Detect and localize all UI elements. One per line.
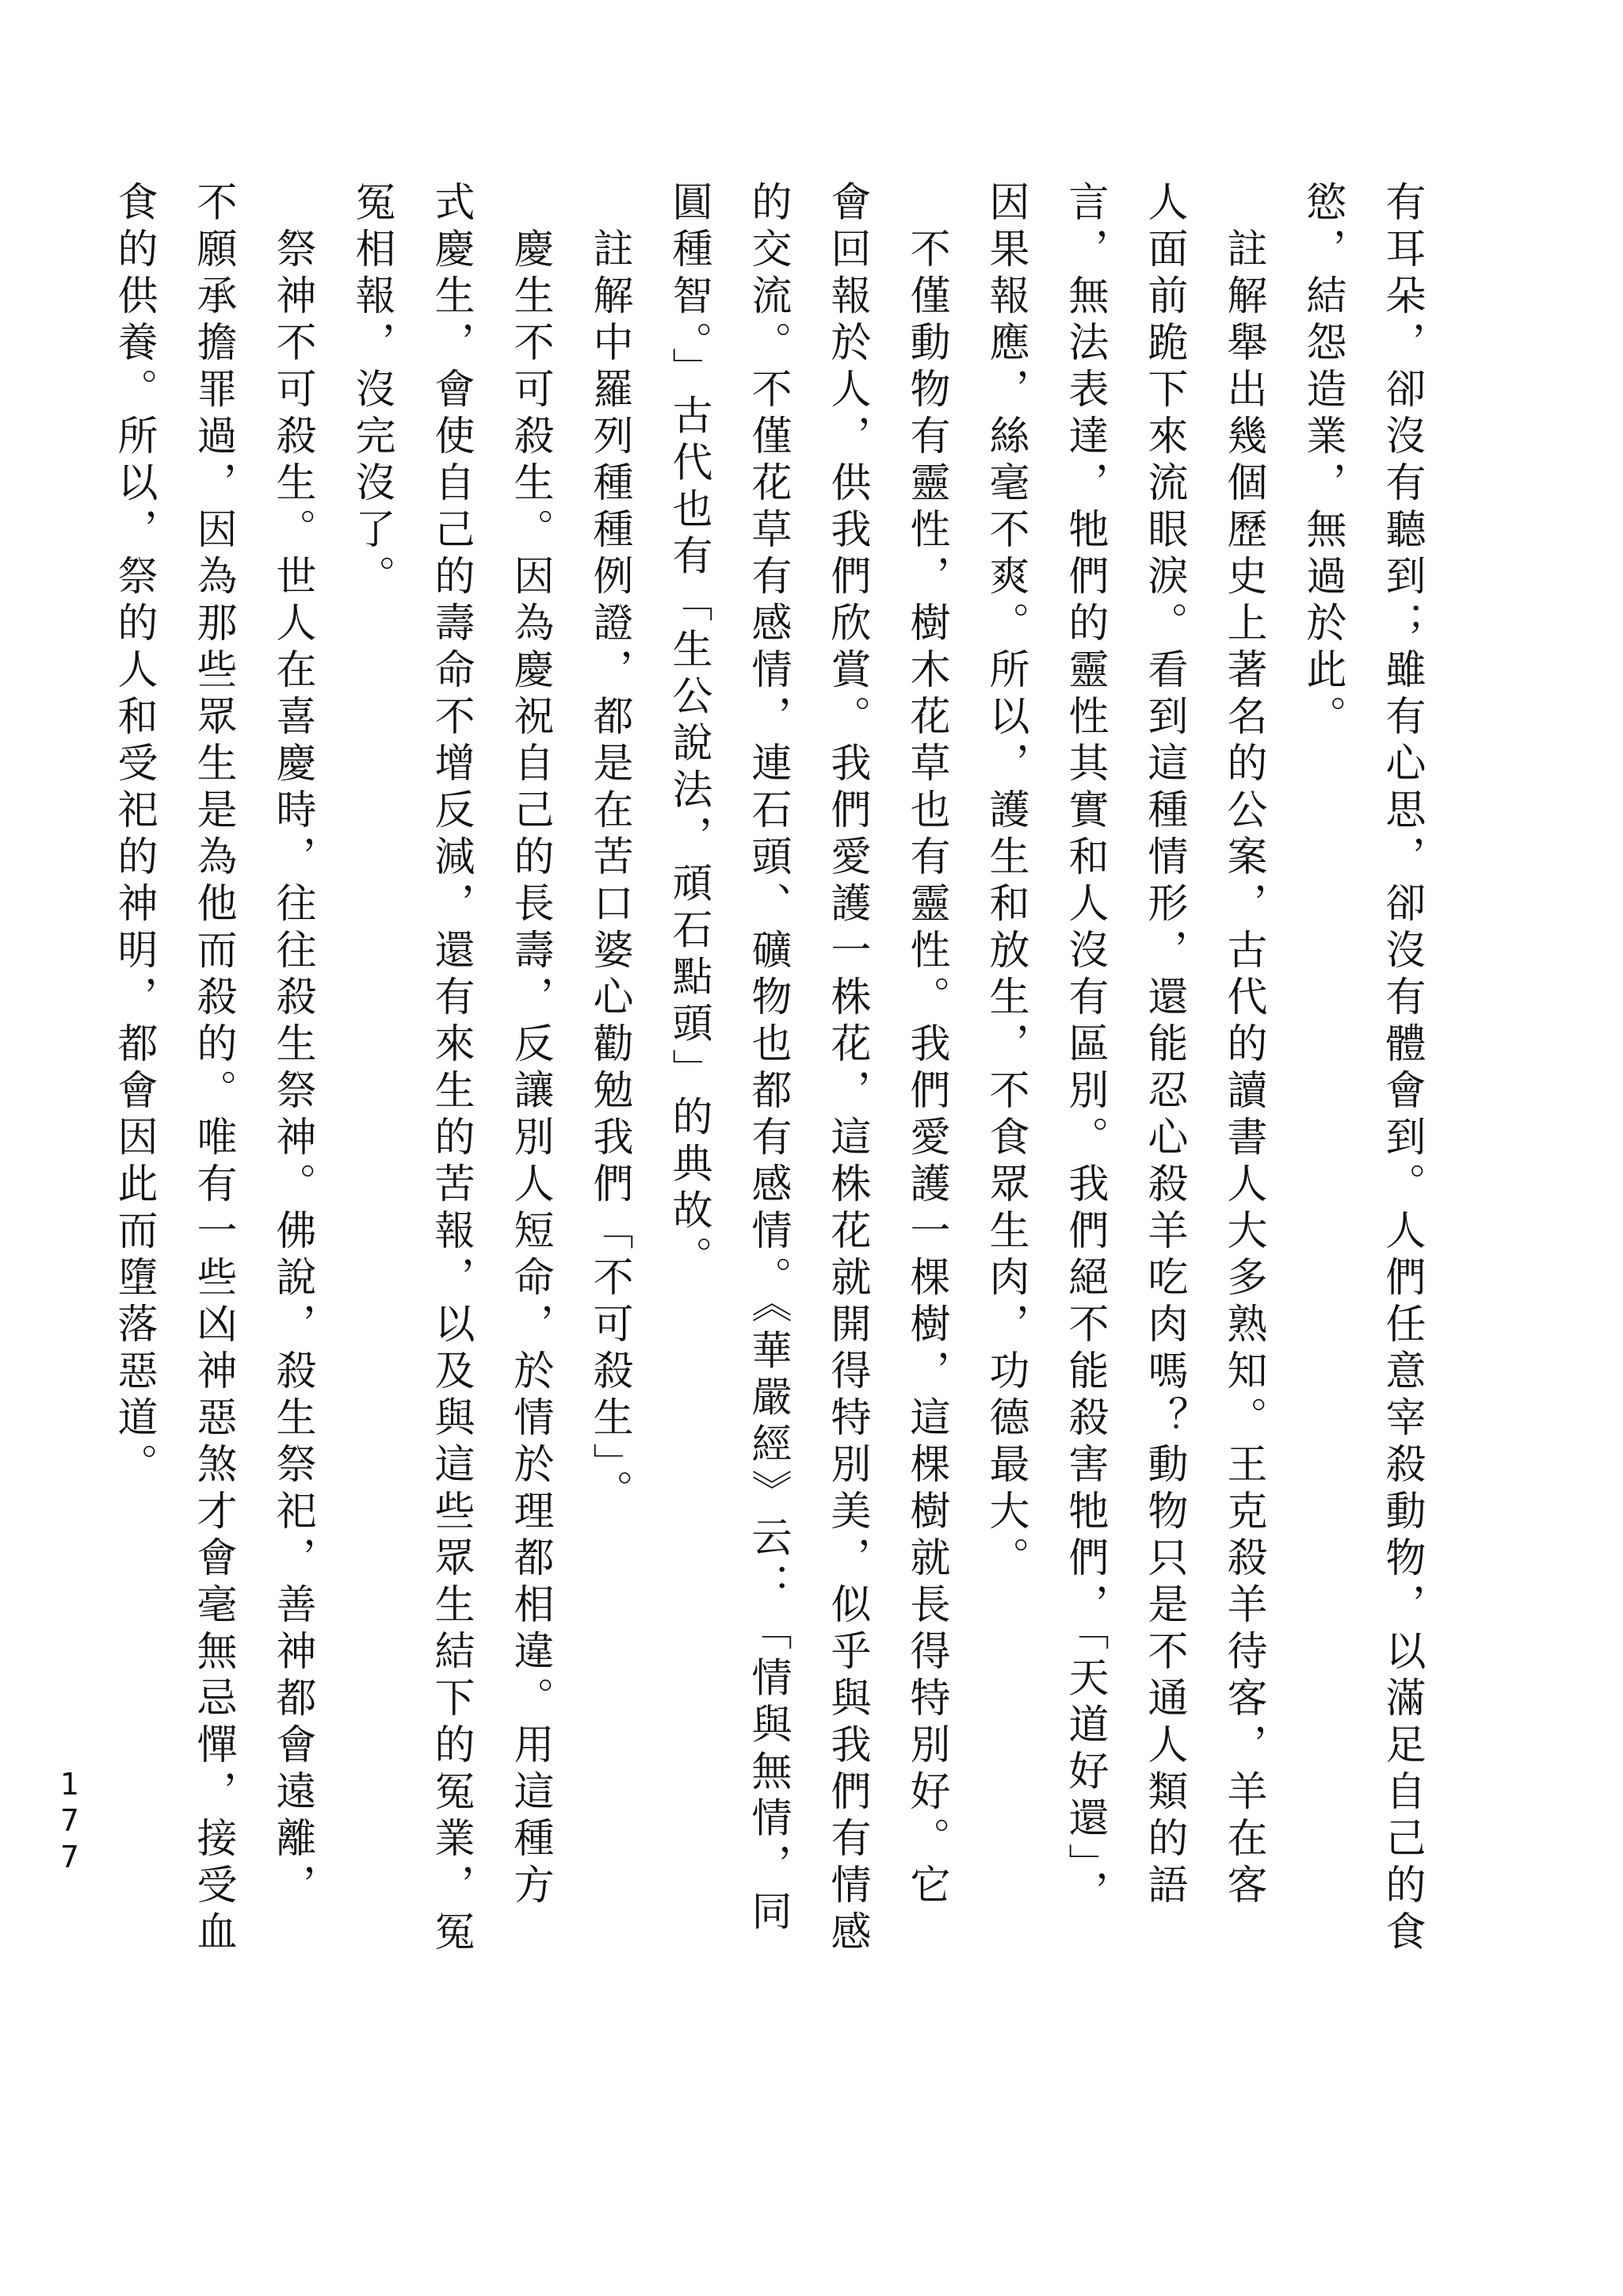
text-column: 圓種智。」古代也有「生公說法，頑石點頭」的典故。 [665, 181, 712, 1283]
text-column: 的交流。不僅花草有感情，連石頭、礦物也都有感情。《華嚴經》云：「情與無情，同 [744, 181, 791, 1937]
text-column: 不願承擔罪過，因為那些眾生是為他而殺的。唯有一些凶神惡煞才會毫無忌憚，接受血 [189, 181, 236, 1957]
text-column: 不僅動物有靈性，樹木花草也有靈性。我們愛護一棵樹，這棵樹就長得特別好。它 [903, 181, 949, 1910]
text-column: 註解中羅列種種例證，都是在苦口婆心勸勉我們「不可殺生」。 [586, 181, 632, 1516]
text-column: 食的供養。所以，祭的人和受祀的神明，都會因此而墮落惡道。 [110, 181, 157, 1489]
text-column: 慶生不可殺生。因為慶祝自己的長壽，反讓別人短命，於情於理都相違。用這種方 [506, 181, 553, 1910]
text-column: 言，無法表達，牠們的靈性其實和人沒有區別。我們絕不能殺害牠們，「天道好還」， [1061, 181, 1108, 1917]
text-column: 祭神不可殺生。世人在喜慶時，往往殺生祭神。佛說，殺生祭祀，善神都會遠離， [269, 181, 315, 1910]
text-column: 式慶生，會使自己的壽命不增反減，還有來生的苦報，以及與這些眾生結下的冤業，冤 [427, 181, 474, 1957]
text-column: 會回報於人，供我們欣賞。我們愛護一株花，這株花就開得特別美，似乎與我們有情感 [823, 181, 870, 1957]
page-number: 177 [52, 1767, 87, 1876]
text-column: 有耳朵，卻沒有聽到；雖有心思，卻沒有體會到。人們任意宰殺動物，以滿足自己的食 [1378, 181, 1425, 1957]
text-column: 註解舉出幾個歷史上著名的公案，古代的讀書人大多熟知。王克殺羊待客，羊在客 [1220, 181, 1266, 1910]
text-column: 冤相報，沒完沒了。 [348, 181, 395, 601]
text-column: 慾，結怨造業，無過於此。 [1299, 181, 1346, 742]
text-column: 人面前跪下來流眼淚。看到這種情形，還能忍心殺羊吃肉嗎？動物只是不通人類的語 [1140, 181, 1187, 1910]
text-column: 因果報應，絲毫不爽。所以，護生和放生，不食眾生肉，功德最大。 [982, 181, 1029, 1583]
vertical-text-body [94, 181, 1441, 2209]
